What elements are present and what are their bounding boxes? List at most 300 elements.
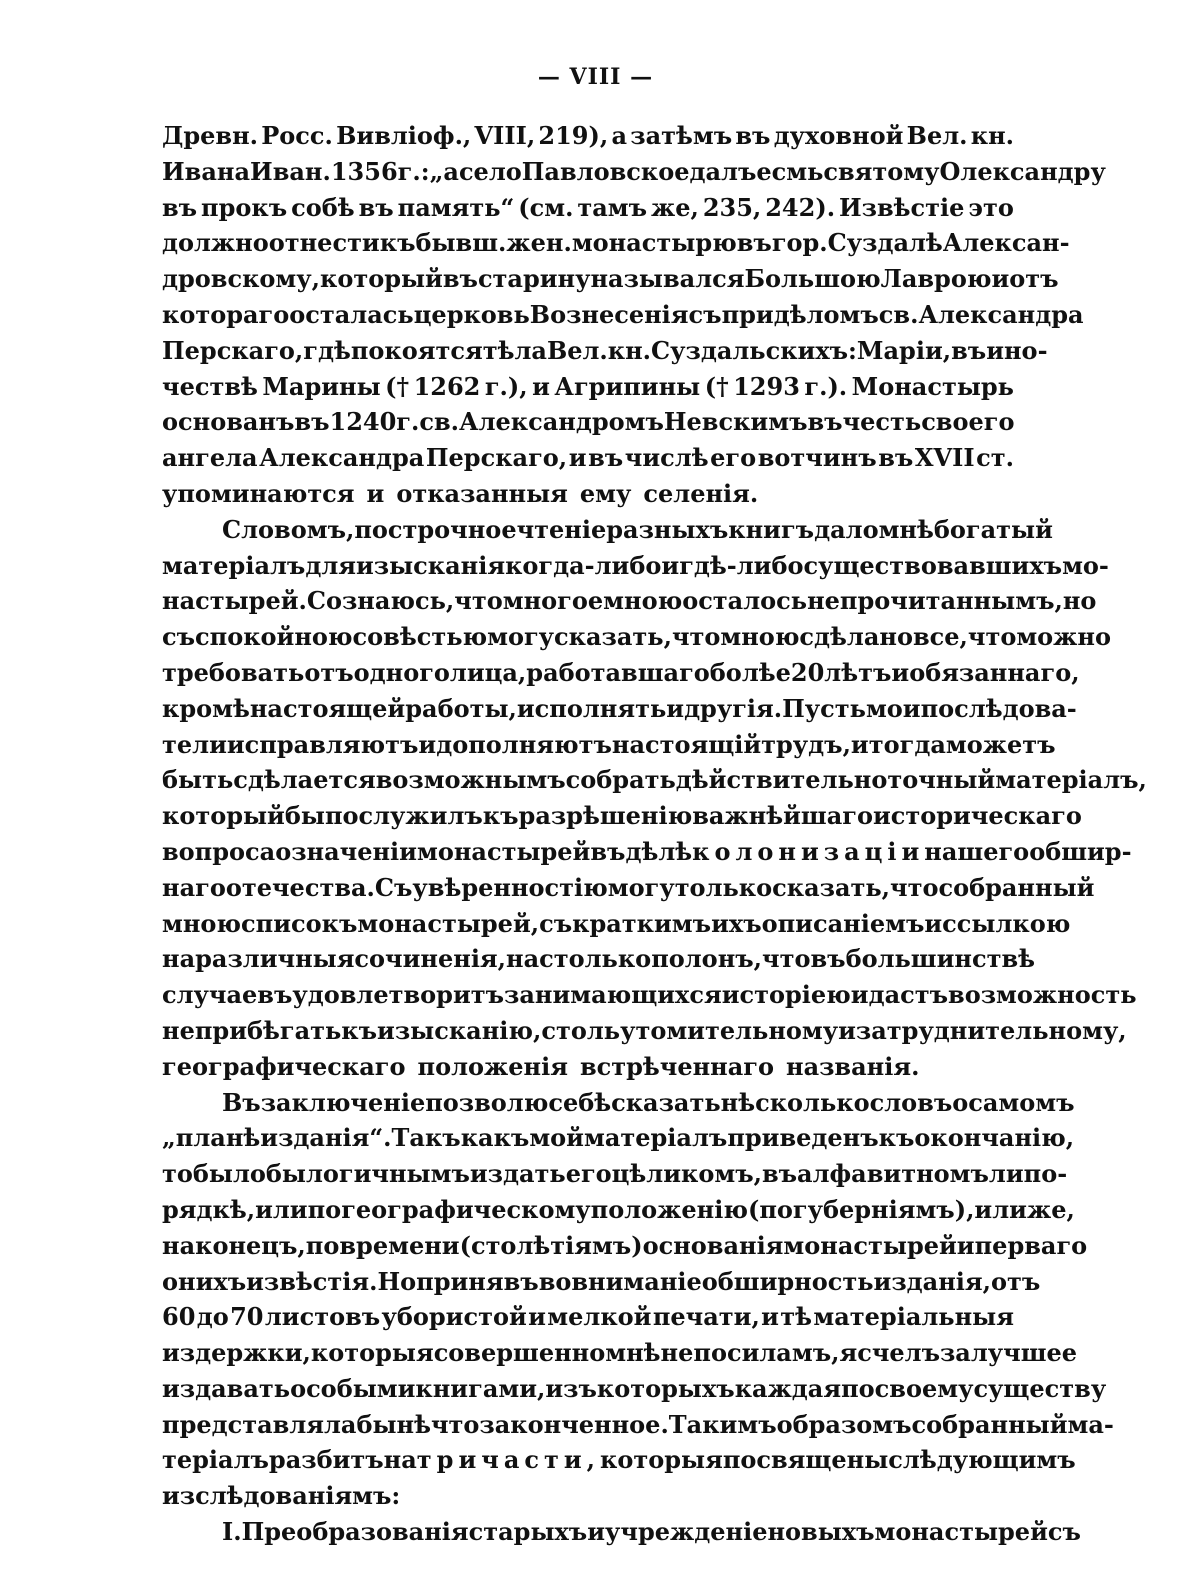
word: Съ bbox=[374, 872, 413, 902]
word: было bbox=[192, 1159, 266, 1189]
word: Древн. bbox=[162, 121, 258, 150]
word: кромѣ bbox=[162, 693, 250, 723]
word: Перскаго, bbox=[162, 335, 304, 365]
word: къ bbox=[878, 1123, 915, 1153]
word: на bbox=[506, 944, 540, 974]
word: въ bbox=[358, 192, 394, 222]
word: въ bbox=[588, 443, 624, 473]
word: Алексан- bbox=[942, 228, 1070, 258]
word: убористой bbox=[381, 1302, 527, 1332]
word: св. bbox=[419, 407, 460, 437]
word: времени bbox=[339, 1230, 460, 1260]
word: вниманіе bbox=[571, 1266, 702, 1296]
word: спокойною bbox=[195, 622, 353, 652]
word: что bbox=[671, 622, 721, 652]
word: Словомъ, bbox=[222, 514, 355, 544]
word: въ bbox=[590, 836, 626, 866]
word: до bbox=[196, 1302, 229, 1332]
word: собранный bbox=[911, 1409, 1068, 1439]
word: Перскаго, bbox=[425, 443, 568, 473]
word: все, bbox=[912, 622, 968, 652]
word: мнѣ bbox=[878, 514, 934, 544]
text-line bbox=[162, 834, 1132, 870]
word: сказать, bbox=[772, 872, 891, 902]
word: но bbox=[1062, 586, 1097, 616]
word: Большою bbox=[744, 264, 881, 294]
word: столько bbox=[539, 944, 652, 974]
word: (столѣтіямъ) bbox=[459, 1230, 643, 1260]
word: дѣлѣ bbox=[625, 836, 693, 866]
word: требовать bbox=[162, 657, 305, 687]
word: образомъ bbox=[776, 1409, 912, 1439]
word: вотчинъ bbox=[757, 443, 877, 473]
word: Вел. bbox=[906, 121, 968, 150]
word: Марины bbox=[262, 371, 381, 401]
word: какъ bbox=[460, 1123, 530, 1153]
word: списокъ bbox=[241, 908, 358, 938]
word: изслѣдованіямъ: bbox=[162, 1481, 401, 1511]
text-line bbox=[162, 762, 1147, 798]
word: могу bbox=[607, 872, 675, 902]
word: гдѣ-либо bbox=[679, 550, 804, 580]
word: XVII bbox=[914, 443, 975, 473]
word: далъ bbox=[689, 156, 757, 186]
word: „планѣ bbox=[162, 1123, 261, 1153]
word: мои bbox=[865, 693, 921, 723]
word: части, bbox=[481, 1445, 601, 1475]
word: разрѣшенію bbox=[518, 801, 693, 831]
word: можно bbox=[1016, 622, 1111, 652]
word: о bbox=[162, 1266, 179, 1296]
word: ст. bbox=[976, 443, 1014, 473]
text-line bbox=[162, 1228, 1088, 1264]
word: дало bbox=[814, 514, 879, 544]
word: монастырю bbox=[571, 228, 737, 258]
word: собранный bbox=[938, 872, 1095, 902]
word: затѣмъ bbox=[630, 121, 733, 150]
word: чествѣ bbox=[162, 371, 258, 401]
word: настоящій bbox=[611, 729, 762, 759]
word: лѣтъ bbox=[824, 657, 892, 687]
word: упоминаются bbox=[162, 478, 355, 508]
text-line bbox=[162, 798, 1082, 834]
word: которыхъ bbox=[596, 1373, 735, 1403]
word: полонъ, bbox=[651, 944, 763, 974]
word: названія. bbox=[786, 1051, 920, 1081]
word: Вивліоф., bbox=[336, 121, 472, 150]
word: († bbox=[385, 371, 410, 401]
word: послужилъ bbox=[324, 801, 483, 831]
word: 1356 bbox=[330, 156, 398, 186]
word: 219), bbox=[538, 121, 609, 150]
text-line bbox=[162, 225, 1070, 261]
word: покоятся bbox=[350, 335, 483, 365]
word: основанъ bbox=[162, 407, 295, 437]
text-line bbox=[162, 297, 1084, 333]
word: же, bbox=[1026, 1194, 1075, 1224]
word: 70 bbox=[230, 1302, 264, 1332]
word: матеріалъ, bbox=[995, 765, 1147, 795]
word: цѣликомъ, bbox=[611, 1159, 762, 1189]
word: многое bbox=[502, 586, 604, 616]
word: утомительному bbox=[620, 1015, 839, 1045]
word: занимающихся bbox=[504, 980, 722, 1010]
word: 1262 bbox=[413, 371, 481, 401]
word: три bbox=[416, 1445, 482, 1475]
word: и bbox=[532, 371, 550, 401]
word: тамъ bbox=[577, 192, 648, 222]
word: законченное. bbox=[479, 1409, 669, 1439]
word: и bbox=[924, 908, 943, 938]
word: учрежденіе bbox=[605, 1517, 768, 1547]
word: старину bbox=[477, 264, 591, 294]
word: прибѣгать bbox=[194, 1015, 342, 1045]
word: къ bbox=[341, 1015, 378, 1045]
word: возможность bbox=[948, 980, 1137, 1010]
word: и bbox=[366, 478, 385, 508]
word: Извѣстіе bbox=[839, 192, 965, 222]
text-line bbox=[162, 870, 1095, 906]
word: что bbox=[967, 622, 1017, 652]
word: затруднительному, bbox=[855, 1015, 1127, 1045]
word: принявъ bbox=[416, 1266, 539, 1296]
word: назывался bbox=[590, 264, 745, 294]
text-line bbox=[162, 190, 1014, 226]
word: дровскому, bbox=[162, 264, 320, 294]
word: монастырей bbox=[874, 1517, 1048, 1547]
word: силамъ, bbox=[726, 1338, 840, 1368]
word: св. bbox=[878, 299, 919, 329]
word: обширность bbox=[701, 1266, 874, 1296]
word: для bbox=[305, 550, 356, 580]
word: сказать, bbox=[554, 622, 672, 652]
word: съ bbox=[539, 908, 573, 938]
text-line bbox=[162, 1335, 1078, 1371]
word: совершенно bbox=[433, 1338, 606, 1368]
word: ма- bbox=[1067, 1409, 1114, 1439]
word: издавать bbox=[162, 1373, 291, 1403]
word: монастырей bbox=[416, 836, 591, 866]
word: придѣломъ bbox=[721, 299, 879, 329]
word: память“ bbox=[397, 192, 515, 222]
word: и bbox=[991, 264, 1010, 294]
word: же, bbox=[651, 192, 699, 222]
word: слѣдующимъ bbox=[888, 1445, 1076, 1475]
word: котораго bbox=[162, 299, 290, 329]
word: не bbox=[162, 1015, 195, 1045]
word: и bbox=[666, 693, 685, 723]
word: положенія bbox=[417, 1051, 568, 1081]
word: въ bbox=[951, 335, 987, 365]
word: по bbox=[307, 1194, 342, 1224]
word: въ bbox=[162, 192, 198, 222]
word: на bbox=[383, 1445, 417, 1475]
text-line bbox=[162, 154, 1106, 190]
word: дѣйствительно bbox=[675, 765, 888, 795]
word: издержки, bbox=[162, 1338, 311, 1368]
word: отъ bbox=[304, 657, 354, 687]
word: VIII, bbox=[474, 121, 536, 150]
word: вопроса bbox=[162, 836, 276, 866]
word: алфавитномъ bbox=[797, 1159, 989, 1189]
word: самомъ bbox=[968, 1087, 1075, 1117]
text-line bbox=[162, 1442, 1076, 1478]
word: основанія bbox=[642, 1230, 784, 1260]
word: церковь bbox=[413, 299, 530, 329]
text-line bbox=[162, 1085, 1075, 1121]
word: посвящены bbox=[722, 1445, 889, 1475]
word: исправляютъ bbox=[226, 729, 419, 759]
word: своему bbox=[874, 1373, 974, 1403]
word: чтеніе bbox=[516, 514, 607, 544]
word: одного bbox=[353, 657, 450, 687]
word: Александра bbox=[259, 443, 425, 473]
word: въ bbox=[807, 407, 843, 437]
word: г.), bbox=[484, 371, 528, 401]
word: Ивана bbox=[162, 156, 251, 186]
word: новыхъ bbox=[767, 1517, 875, 1547]
word: его bbox=[565, 1159, 612, 1189]
word: и bbox=[568, 443, 587, 473]
page-number: — VIII — bbox=[537, 64, 654, 90]
word: и bbox=[761, 1302, 779, 1332]
word: точный bbox=[887, 765, 996, 795]
word: и bbox=[587, 1517, 606, 1547]
text-line bbox=[162, 691, 1077, 727]
text-line bbox=[162, 1299, 1014, 1335]
word: тѣ bbox=[780, 1302, 813, 1332]
word: обязаннаго, bbox=[909, 657, 1080, 687]
word: разныхъ bbox=[606, 514, 729, 544]
word: исполнять bbox=[516, 693, 667, 723]
word: тогда bbox=[868, 729, 946, 759]
word: нихъ bbox=[178, 1266, 247, 1296]
word: печати, bbox=[652, 1302, 760, 1332]
word: честь bbox=[842, 407, 922, 437]
word: нѣчто bbox=[396, 1409, 480, 1439]
word: есмь bbox=[756, 156, 824, 186]
word: изъ bbox=[545, 1373, 597, 1403]
word: Невскимъ bbox=[663, 407, 808, 437]
word: отечества. bbox=[225, 872, 375, 902]
word: и bbox=[891, 657, 910, 687]
text-line bbox=[162, 727, 1056, 763]
word: 60 bbox=[162, 1302, 196, 1332]
word: въ bbox=[294, 407, 330, 437]
word: ссылкою bbox=[942, 908, 1071, 938]
text-line bbox=[162, 977, 1137, 1013]
text-line bbox=[162, 1013, 1127, 1049]
word: то bbox=[162, 1159, 193, 1189]
word: монастырей bbox=[783, 1230, 957, 1260]
text-line bbox=[162, 1478, 1014, 1514]
text-line bbox=[162, 1049, 1014, 1085]
word: ему bbox=[579, 478, 632, 508]
word: собрать bbox=[565, 765, 676, 795]
word: сказать bbox=[611, 1087, 721, 1117]
word: сдѣлается bbox=[233, 765, 376, 795]
word: 235, bbox=[702, 192, 762, 222]
word: 1240 bbox=[329, 407, 397, 437]
word: могу bbox=[487, 622, 555, 652]
word: 1293 bbox=[733, 371, 800, 401]
word: (по bbox=[747, 1194, 793, 1224]
word: сочиненія, bbox=[354, 944, 507, 974]
word: изысканія bbox=[355, 550, 506, 580]
word: Сознаюсь, bbox=[306, 586, 455, 616]
text-line bbox=[162, 548, 1109, 584]
word: существовавшихъ bbox=[803, 550, 1063, 580]
word: который bbox=[162, 801, 285, 831]
word: во bbox=[538, 1266, 572, 1296]
word: колонизаціи bbox=[692, 836, 925, 866]
word: г.: bbox=[397, 156, 430, 186]
word: отнести bbox=[268, 228, 380, 258]
word: удовлетворитъ bbox=[292, 980, 505, 1010]
word: которыя bbox=[310, 1338, 434, 1368]
word: за bbox=[939, 1338, 971, 1368]
word: трудъ, bbox=[761, 729, 851, 759]
word: въ bbox=[735, 121, 771, 150]
word: книгами, bbox=[415, 1373, 546, 1403]
word: Агрипины bbox=[554, 371, 701, 401]
text-line bbox=[162, 404, 1014, 440]
word: и bbox=[850, 980, 869, 1010]
word: построчное bbox=[354, 514, 517, 544]
word: совѣстью bbox=[352, 622, 488, 652]
word: Олександру bbox=[939, 156, 1106, 186]
word: Суздальскихъ: bbox=[651, 335, 857, 365]
word: мой bbox=[529, 1123, 584, 1153]
word: въ bbox=[761, 1159, 798, 1189]
word: матеріалъ bbox=[583, 1123, 728, 1153]
text-line bbox=[162, 512, 1053, 548]
word: богатый bbox=[933, 514, 1053, 544]
word: осталось bbox=[682, 586, 808, 616]
word: географическаго bbox=[162, 1051, 406, 1081]
word: ли bbox=[988, 1159, 1024, 1189]
word: должно bbox=[162, 228, 269, 258]
text-line bbox=[162, 261, 1059, 297]
word: мною bbox=[720, 622, 800, 652]
word: отказанныя bbox=[396, 478, 568, 508]
text-line bbox=[162, 1120, 1075, 1156]
word: сдѣлано bbox=[799, 622, 913, 652]
word: перваго bbox=[974, 1230, 1088, 1260]
word: его bbox=[710, 443, 757, 473]
word: мелкой bbox=[547, 1302, 652, 1332]
word: другія. bbox=[684, 693, 783, 723]
word: настырей. bbox=[162, 586, 307, 616]
word: тели bbox=[162, 729, 227, 759]
word: можетъ bbox=[945, 729, 1056, 759]
word: по- bbox=[1023, 1159, 1068, 1189]
word: настоящей bbox=[249, 693, 406, 723]
word: положенію bbox=[590, 1194, 748, 1224]
word: по bbox=[841, 1373, 875, 1403]
word: значеніи bbox=[291, 836, 417, 866]
word: гор. bbox=[771, 228, 828, 258]
text-line bbox=[162, 476, 1014, 512]
word: бы bbox=[356, 1409, 397, 1439]
word: Павловское bbox=[521, 156, 690, 186]
word: монастырей, bbox=[357, 908, 540, 938]
word: болѣе bbox=[709, 657, 791, 687]
word: словъ bbox=[869, 1087, 953, 1117]
word: Александромъ bbox=[459, 407, 664, 437]
word: съ bbox=[162, 622, 196, 652]
word: жен. bbox=[506, 228, 572, 258]
word: работы, bbox=[405, 693, 517, 723]
word: о bbox=[275, 836, 292, 866]
word: мо- bbox=[1062, 550, 1109, 580]
word: географическому bbox=[341, 1194, 591, 1224]
word: нѣсколько bbox=[720, 1087, 870, 1117]
word: наго bbox=[162, 872, 226, 902]
word: мною bbox=[603, 586, 683, 616]
word: позволю bbox=[425, 1087, 549, 1117]
word: числѣ bbox=[624, 443, 709, 473]
word: съ bbox=[1047, 1517, 1081, 1547]
word: важнѣйшаго bbox=[692, 801, 873, 831]
text-line bbox=[162, 333, 1048, 369]
text-line bbox=[162, 906, 1071, 942]
word: счелъ bbox=[857, 1338, 940, 1368]
word: и bbox=[850, 729, 869, 759]
word: I. bbox=[222, 1517, 242, 1547]
word: существу bbox=[973, 1373, 1107, 1403]
word: г. bbox=[396, 407, 420, 437]
word: листовъ bbox=[264, 1302, 381, 1332]
text-line bbox=[162, 440, 1014, 476]
word: или bbox=[255, 1194, 308, 1224]
word: различныя bbox=[195, 944, 355, 974]
word: отъ bbox=[990, 1266, 1041, 1296]
word: который bbox=[319, 264, 443, 294]
word: логичнымъ bbox=[305, 1159, 470, 1189]
word: краткимъ bbox=[572, 908, 712, 938]
text-line bbox=[162, 941, 1035, 977]
word: по bbox=[305, 1230, 340, 1260]
text-line bbox=[162, 619, 1111, 655]
word: что bbox=[454, 586, 503, 616]
word: святому bbox=[823, 156, 940, 186]
word: тѣла bbox=[482, 335, 547, 365]
word: Преобразованія bbox=[241, 1517, 469, 1547]
text-line bbox=[162, 655, 1080, 691]
word: наконецъ, bbox=[162, 1230, 306, 1260]
word: село bbox=[458, 156, 522, 186]
word: описаніемъ bbox=[761, 908, 925, 938]
text-line bbox=[162, 369, 1014, 405]
word: Вел. bbox=[546, 335, 608, 365]
word: лица, bbox=[449, 657, 527, 687]
word: ангела bbox=[162, 443, 258, 473]
word: столь bbox=[541, 1015, 621, 1045]
word: непрочитаннымъ, bbox=[807, 586, 1063, 616]
word: работавшаго bbox=[526, 657, 710, 687]
word: о bbox=[952, 1087, 969, 1117]
word: послѣдова- bbox=[920, 693, 1077, 723]
word: большинствѣ bbox=[845, 944, 1035, 974]
word: селенія. bbox=[643, 478, 759, 508]
word: прокъ bbox=[201, 192, 288, 222]
word: каждая bbox=[734, 1373, 842, 1403]
word: теріалъ bbox=[162, 1445, 269, 1475]
word: и bbox=[956, 1230, 975, 1260]
word: изысканію, bbox=[377, 1015, 542, 1045]
text-line bbox=[162, 1156, 1068, 1192]
